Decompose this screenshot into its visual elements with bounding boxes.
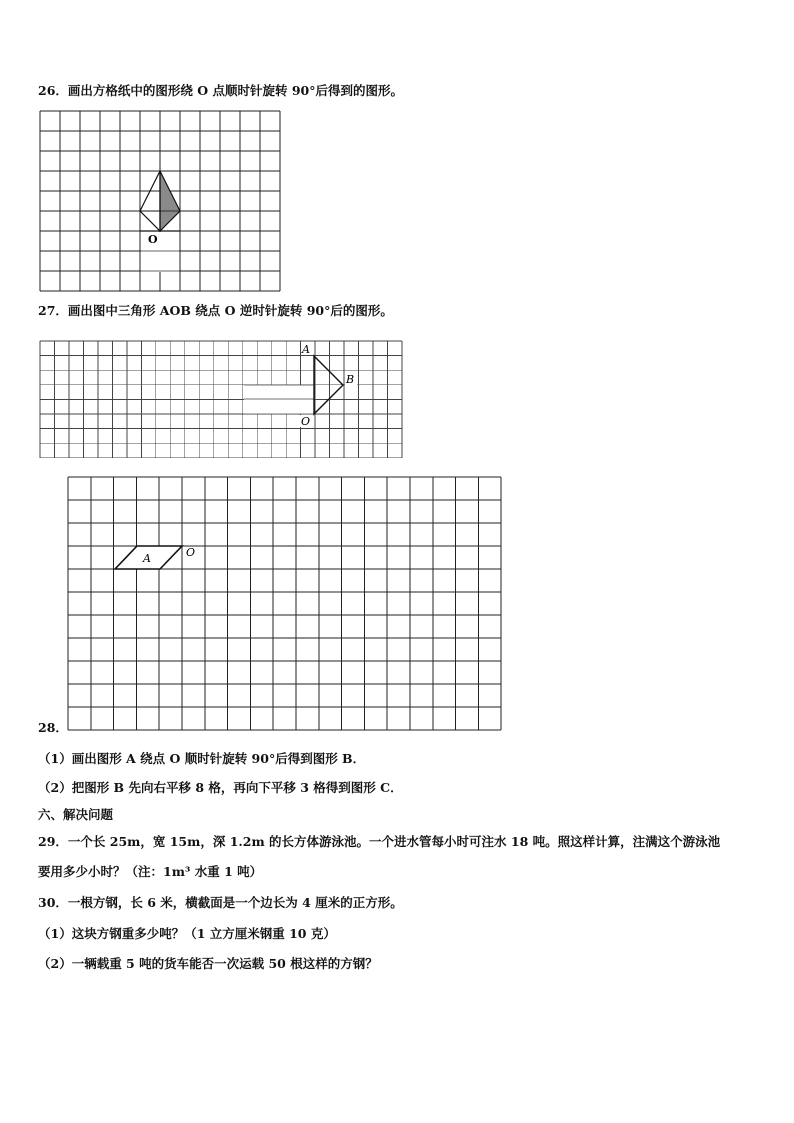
question-28-sub1: （1）画出图形 A 绕点 O 顺时针旋转 90°后得到图形 B． xyxy=(38,751,366,766)
grid-28-lines xyxy=(68,477,501,730)
label-b: B xyxy=(346,373,355,386)
question-30-sub2: （2）一辆载重 5 吨的货车能否一次运载 50 根这样的方钢？ xyxy=(38,956,378,971)
label-o-28: O xyxy=(186,546,196,559)
label-o-27: O xyxy=(301,415,311,428)
section-title: 六、解决问题 xyxy=(38,807,114,822)
question-27-text: 27．画出图中三角形 AOB 绕点 O 逆时针旋转 90°后的图形。 xyxy=(38,303,393,318)
question-29-line1: 29．一个长 25m，宽 15m，深 1.2m 的长方体游泳池。一个进水管每小时可注水 18 吨。照这样计算，注满这个游泳池 xyxy=(38,834,721,849)
question-30-text: 30．一根方钢，长 6 米，横截面是一个边长为 4 厘米的正方形。 xyxy=(38,895,403,910)
point-o-26: O xyxy=(148,233,158,246)
question-28-sub2: （2）把图形 B 先向右平移 8 格，再向下平移 3 格得到图形 C． xyxy=(38,780,403,795)
question-28-number: 28． xyxy=(38,720,68,735)
question-26-text: 26．画出方格纸中的图形绕 O 点顺时针旋转 90°后得到的图形。 xyxy=(38,83,403,98)
label-shape-a: A xyxy=(143,552,151,565)
label-a: A xyxy=(302,343,310,356)
question-30-sub1: （1）这块方钢重多少吨？（1 立方厘米钢重 10 克） xyxy=(38,926,336,941)
question-29-line2: 要用多少小时？（注：1m³ 水重 1 吨） xyxy=(38,864,263,879)
